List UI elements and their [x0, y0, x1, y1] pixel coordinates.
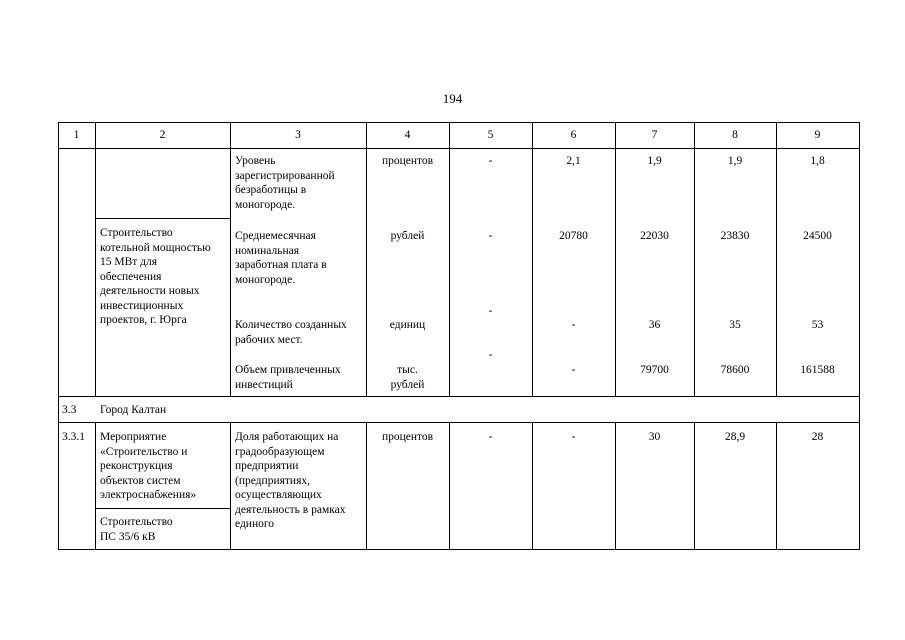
col-line-2b [230, 422, 231, 550]
indicator-name: Доля работающих на градообразующем предприятии (предприятиях, осуществляющих деятельность в рамках единого [235, 431, 346, 530]
indicator-unit: процентов [381, 155, 434, 167]
col-line-1b [95, 422, 96, 550]
measure-text: Мероприятие «Строительство и реконструкция объектов систем электроснабжения» [100, 431, 197, 501]
row-number: 3.3.1 [62, 431, 85, 443]
section-title: Город Калтан [100, 404, 167, 416]
cell-col-9: 28 [811, 431, 824, 443]
indicator-unit: единиц [389, 319, 426, 331]
col-line-2 [230, 122, 231, 397]
measure-text: Строительство котельной мощностью 15 МВт для обеспечения деятельности новых инвестиционных проектов, г. Юрга [100, 227, 211, 326]
cell-col-5: - [488, 230, 493, 242]
cell-col-7: 22030 [640, 230, 669, 242]
cell-col-6: 2,1 [566, 155, 581, 167]
header-col-2: 2 [159, 129, 166, 141]
col-line-right [859, 122, 860, 550]
section-bottom-line [58, 422, 860, 423]
measure-divider-line [95, 218, 230, 219]
header-bottom-line [58, 148, 860, 149]
cell-col-8: 28,9 [724, 431, 746, 443]
section-number: 3.3 [62, 404, 77, 416]
cell-col-9: 161588 [800, 364, 835, 376]
table-border-bottom [58, 549, 860, 550]
cell-col-8: 35 [729, 319, 741, 331]
indicators-table [58, 122, 860, 550]
indicator-name: Уровень зарегистрированной безработицы в моногороде. [235, 155, 335, 211]
cell-col-5: - [488, 305, 493, 317]
indicator-name: Объем привлеченных инвестиций [235, 364, 341, 391]
table-border-top [58, 122, 860, 123]
header-col-6: 6 [570, 129, 577, 141]
cell-col-6: - [571, 364, 576, 376]
header-col-8: 8 [732, 129, 738, 141]
cell-col-8: 1,9 [727, 155, 743, 167]
header-col-5: 5 [487, 129, 494, 141]
cell-col-7: 30 [648, 431, 661, 443]
cell-col-5: - [488, 349, 493, 361]
cell-col-6: - [571, 319, 576, 331]
page-number: 194 [442, 91, 463, 106]
cell-col-5: - [488, 155, 493, 167]
col-line-1 [95, 122, 96, 397]
indicator-name: Количество созданных рабочих мест. [235, 319, 347, 346]
cell-col-9: 53 [811, 319, 824, 331]
header-col-4: 4 [404, 129, 411, 141]
col-line-left [58, 122, 59, 550]
indicator-unit: рублей [390, 230, 425, 242]
cell-col-7: 36 [648, 319, 661, 331]
indicator-unit: процентов [381, 431, 434, 443]
sub-measure-divider-line [95, 508, 230, 509]
cell-col-8: 78600 [720, 364, 750, 376]
sub-measure-text: Строительство ПС 35/6 кВ [100, 516, 173, 543]
header-col-1: 1 [73, 129, 80, 141]
section-top-line [58, 396, 860, 397]
cell-col-7: 79700 [640, 364, 669, 376]
header-col-9: 9 [814, 129, 821, 141]
cell-col-9: 1,8 [810, 155, 825, 167]
cell-col-8: 23830 [720, 230, 750, 242]
cell-col-7: 1,9 [647, 155, 662, 167]
indicator-name: Среднемесячная номинальная заработная плата в моногороде. [235, 230, 327, 286]
cell-col-9: 24500 [803, 230, 832, 242]
cell-col-6: - [571, 431, 576, 443]
header-col-3: 3 [295, 129, 301, 141]
header-col-7: 7 [651, 129, 658, 141]
cell-col-5: - [488, 431, 493, 443]
indicator-unit: тыс. рублей [390, 364, 425, 391]
cell-col-6: 20780 [559, 230, 588, 242]
